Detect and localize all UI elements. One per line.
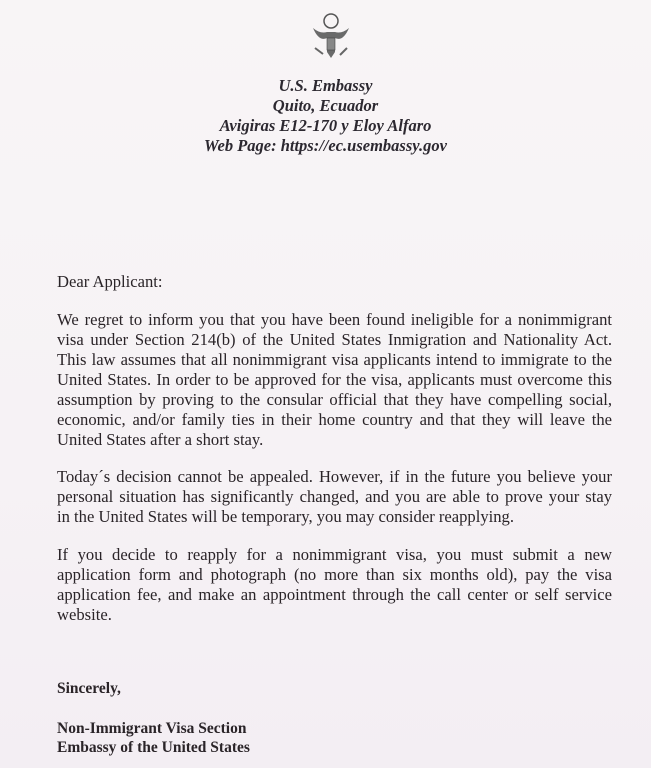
letterhead-line: Avigiras E12-170 y Eloy Alfaro — [219, 116, 432, 135]
salutation: Dear Applicant: — [57, 272, 163, 291]
body-line: assumption by proving to the consular official that they have compelling social, — [57, 390, 612, 409]
signature-line: Embassy of the United States — [57, 739, 250, 756]
great-seal-eagle-icon — [309, 12, 353, 64]
body-line: This law assumes that all nonimmigrant visa applicants intend to immigrate to the — [57, 350, 612, 369]
body-line: website. — [57, 605, 112, 624]
body-line: economic, and/or family ties in their home country and that they will leave the — [57, 410, 612, 429]
body-line: Today´s decision cannot be appealed. However, if in the future you believe your — [57, 467, 612, 486]
letterhead-line: Quito, Ecuador — [272, 96, 379, 115]
body-line: United States after a short stay. — [57, 430, 264, 449]
letterhead-line: U.S. Embassy — [278, 76, 373, 95]
body-line: We regret to inform you that you have been found ineligible for a nonimmigrant — [57, 310, 612, 329]
signature-line: Non-Immigrant Visa Section — [57, 720, 247, 737]
body-line: in the United States will be temporary, you may consider reapplying. — [57, 507, 514, 526]
body-line: If you decide to reapply for a nonimmigrant visa, you must submit a new — [57, 545, 612, 564]
closing: Sincerely, — [57, 680, 121, 697]
body-line: visa under Section 214(b) of the United States Inmigration and Nationality Act. — [57, 330, 612, 349]
body-line: application fee, and make an appointment through the call center or self service — [57, 585, 612, 604]
body-line: United States. In order to be approved for the visa, applicants must overcome this — [57, 370, 612, 389]
letterhead-website: Web Page: https://ec.usembassy.gov — [204, 136, 447, 155]
body-line: application form and photograph (no more than six months old), pay the visa — [57, 565, 612, 584]
body-line: personal situation has significantly changed, and you are able to prove your stay — [57, 487, 612, 506]
